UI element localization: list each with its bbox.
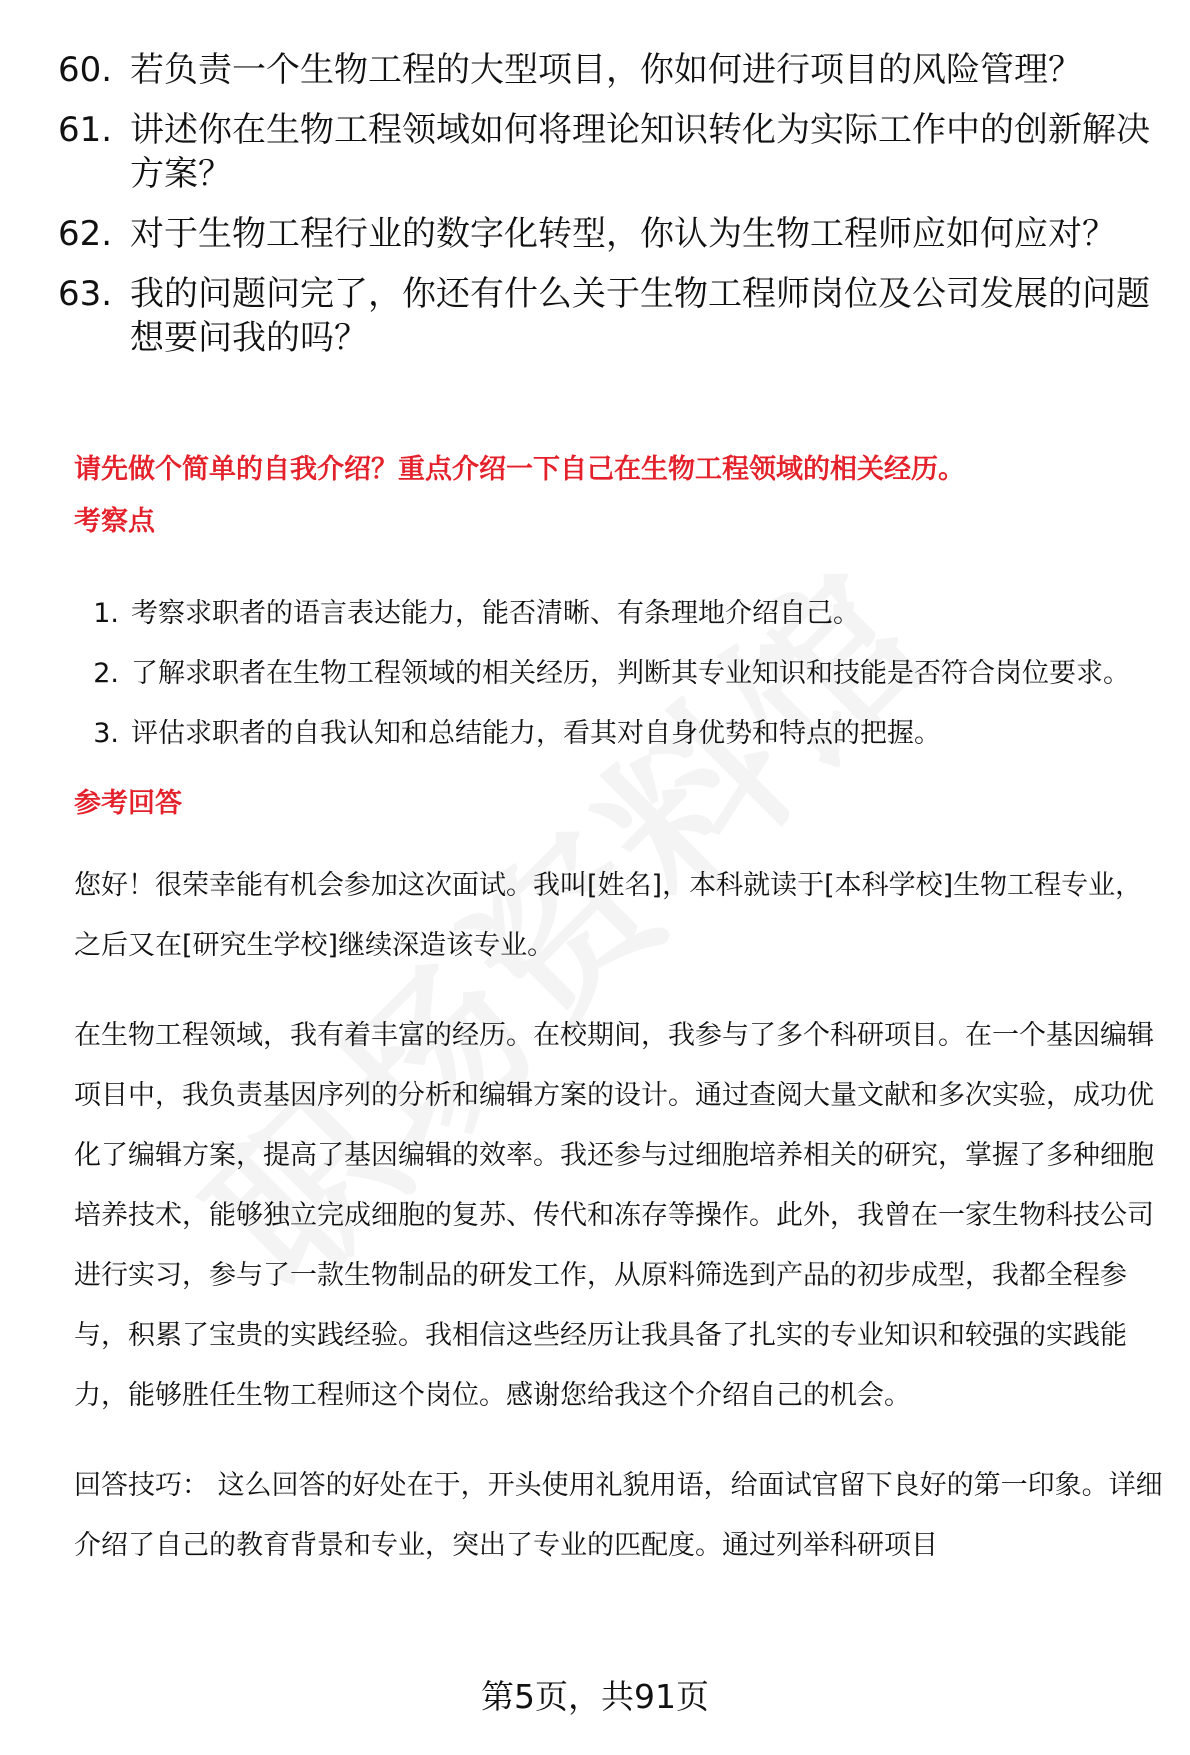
answer-paragraph: 您好！很荣幸能有机会参加这次面试。我叫[姓名]，本科就读于[本科学校]生物工程专业，之后又在[研究生学校]继续深造该专业。 [74,870,1143,961]
question-text: 对于生物工程行业的数字化转型，你认为生物工程师应如何应对？ [130,214,1116,254]
answer-paragraph: 在生物工程领域，我有着丰富的经历。在校期间，我参与了多个科研项目。在一个基因编辑项目中，我负责基因序列的分析和编辑方案的设计。通过查阅大量文献和多次实验，成功优化了编辑方案，提高了基因编辑的效率。我还参与过细胞培养相关的研究，掌握了多种细胞培养技术，能够独立完成细胞的复苏、传代和冻存等操作。此外，我曾在一家生物科技公司进行实习，参与了一款生物制品的研发工作，从原料筛选到产品的初步成型，我都全程参与，积累了宝贵的实践经验。我相信这些经历让我具备了扎实的专业知识和较强的实践能力，能够胜任生物工程师这个岗位。感谢您给我这个介绍自己的机会。 [74,1020,1154,1411]
question-item [58,212,1158,256]
question-number: 60. [58,50,113,90]
exam-points-list [74,584,1164,764]
exam-point-text: 考察求职者的语言表达能力，能否清晰、有条理地介绍自己。 [131,598,860,629]
question-number: 62. [58,214,113,254]
answer-section [74,450,1164,1576]
question-text: 我的问题问完了，你还有什么关于生物工程师岗位及公司发展的问题想要问我的吗？ [130,274,1150,358]
exam-point [74,704,1164,764]
question-item [58,108,1158,196]
answer-tips-paragraph: 回答技巧： 这么回答的好处在于，开头使用礼貌用语，给面试官留下良好的第一印象。详细介绍了自己的教育背景和专业，突出了专业的匹配度。通过列举科研项目 [74,1470,1163,1561]
question-item [58,272,1158,360]
exam-point-text: 了解求职者在生物工程领域的相关经历，判断其专业知识和技能是否符合岗位要求。 [131,658,1130,689]
exam-point [74,584,1164,644]
exam-points-label: 考察点 [74,506,155,537]
question-list [58,48,1158,376]
question-item [58,48,1158,92]
exam-point [74,644,1164,704]
exam-point-text: 评估求职者的自我认知和总结能力，看其对自身优势和特点的把握。 [131,718,941,749]
page-footer: 第5页，共91页 [481,1677,709,1716]
exam-point-number: 3. [93,718,119,749]
question-heading: 请先做个简单的自我介绍？重点介绍一下自己在生物工程领域的相关经历。 [74,454,965,485]
question-text: 若负责一个生物工程的大型项目，你如何进行项目的风险管理？ [130,50,1082,90]
exam-point-number: 2. [93,658,119,689]
reference-answer-label: 参考回答 [74,788,182,819]
exam-point-number: 1. [93,598,119,629]
question-number: 61. [58,110,113,150]
question-number: 63. [58,274,113,314]
question-text: 讲述你在生物工程领域如何将理论知识转化为实际工作中的创新解决方案？ [130,110,1150,194]
